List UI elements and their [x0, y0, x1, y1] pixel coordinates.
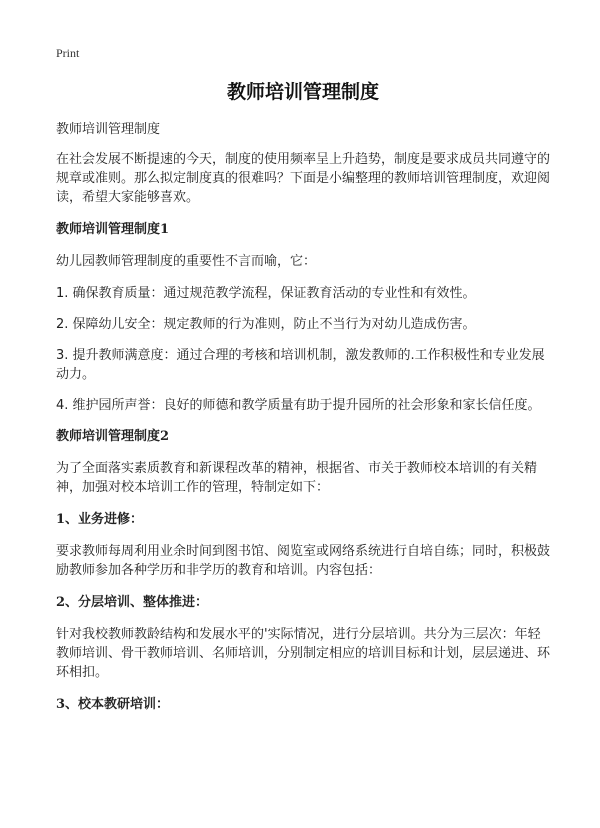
subsection-heading-2: 2、分层培训、整体推进：	[56, 595, 209, 610]
intro-paragraph: 在社会发展不断提速的今天，制度的使用频率呈上升趋势，制度是要求成员共同遵守的规章或准则。那么拟定制度真的很难吗？下面是小编整理的教师培训管理制度，欢迎阅读，希望大家能够喜欢。	[56, 152, 551, 205]
subsection-paragraph-2: 针对我校教师教龄结构和发展水平的'实际情况，进行分层培训。共分为三层次：年轻教师培训、骨干教师培训、名师培训，分别制定相应的培训目标和计划，层层递进、环环相扣。	[56, 627, 551, 680]
document-body	[56, 78, 550, 727]
section2-lead: 为了全面落实素质教育和新课程改革的精神，根据省、市关于教师校本培训的有关精神，加强对校本培训工作的管理，特制定如下：	[56, 461, 538, 495]
list-item: 3. 提升教师满意度：通过合理的考核和培训机制，激发教师的.工作积极性和专业发展动力。	[56, 348, 545, 382]
list-item: 1. 确保教育质量：通过规范教学流程，保证教育活动的专业性和有效性。	[56, 286, 476, 301]
list-item: 4. 维护园所声誉：良好的师德和教学质量有助于提升园所的社会形象和家长信任度。	[56, 398, 541, 413]
section-heading-2: 教师培训管理制度2	[56, 429, 170, 444]
page-title: 教师培训管理制度	[226, 81, 379, 103]
document-subtitle: 教师培训管理制度	[56, 122, 161, 137]
subsection-paragraph-1: 要求教师每周利用业余时间到图书馆、阅览室或网络系统进行自培自练；同时，积极鼓励教师参加各种学历和非学历的教育和培训。内容包括：	[56, 544, 551, 578]
print-link[interactable]: Print	[56, 46, 80, 60]
section-heading-1: 教师培训管理制度1	[56, 222, 170, 237]
list-item: 2. 保障幼儿安全：规定教师的行为准则，防止不当行为对幼儿造成伤害。	[56, 317, 476, 332]
subsection-heading-1: 1、业务进修：	[56, 512, 144, 527]
section1-lead: 幼儿园教师管理制度的重要性不言而喻，它：	[56, 254, 317, 269]
subsection-heading-3: 3、校本教研培训：	[56, 697, 170, 712]
